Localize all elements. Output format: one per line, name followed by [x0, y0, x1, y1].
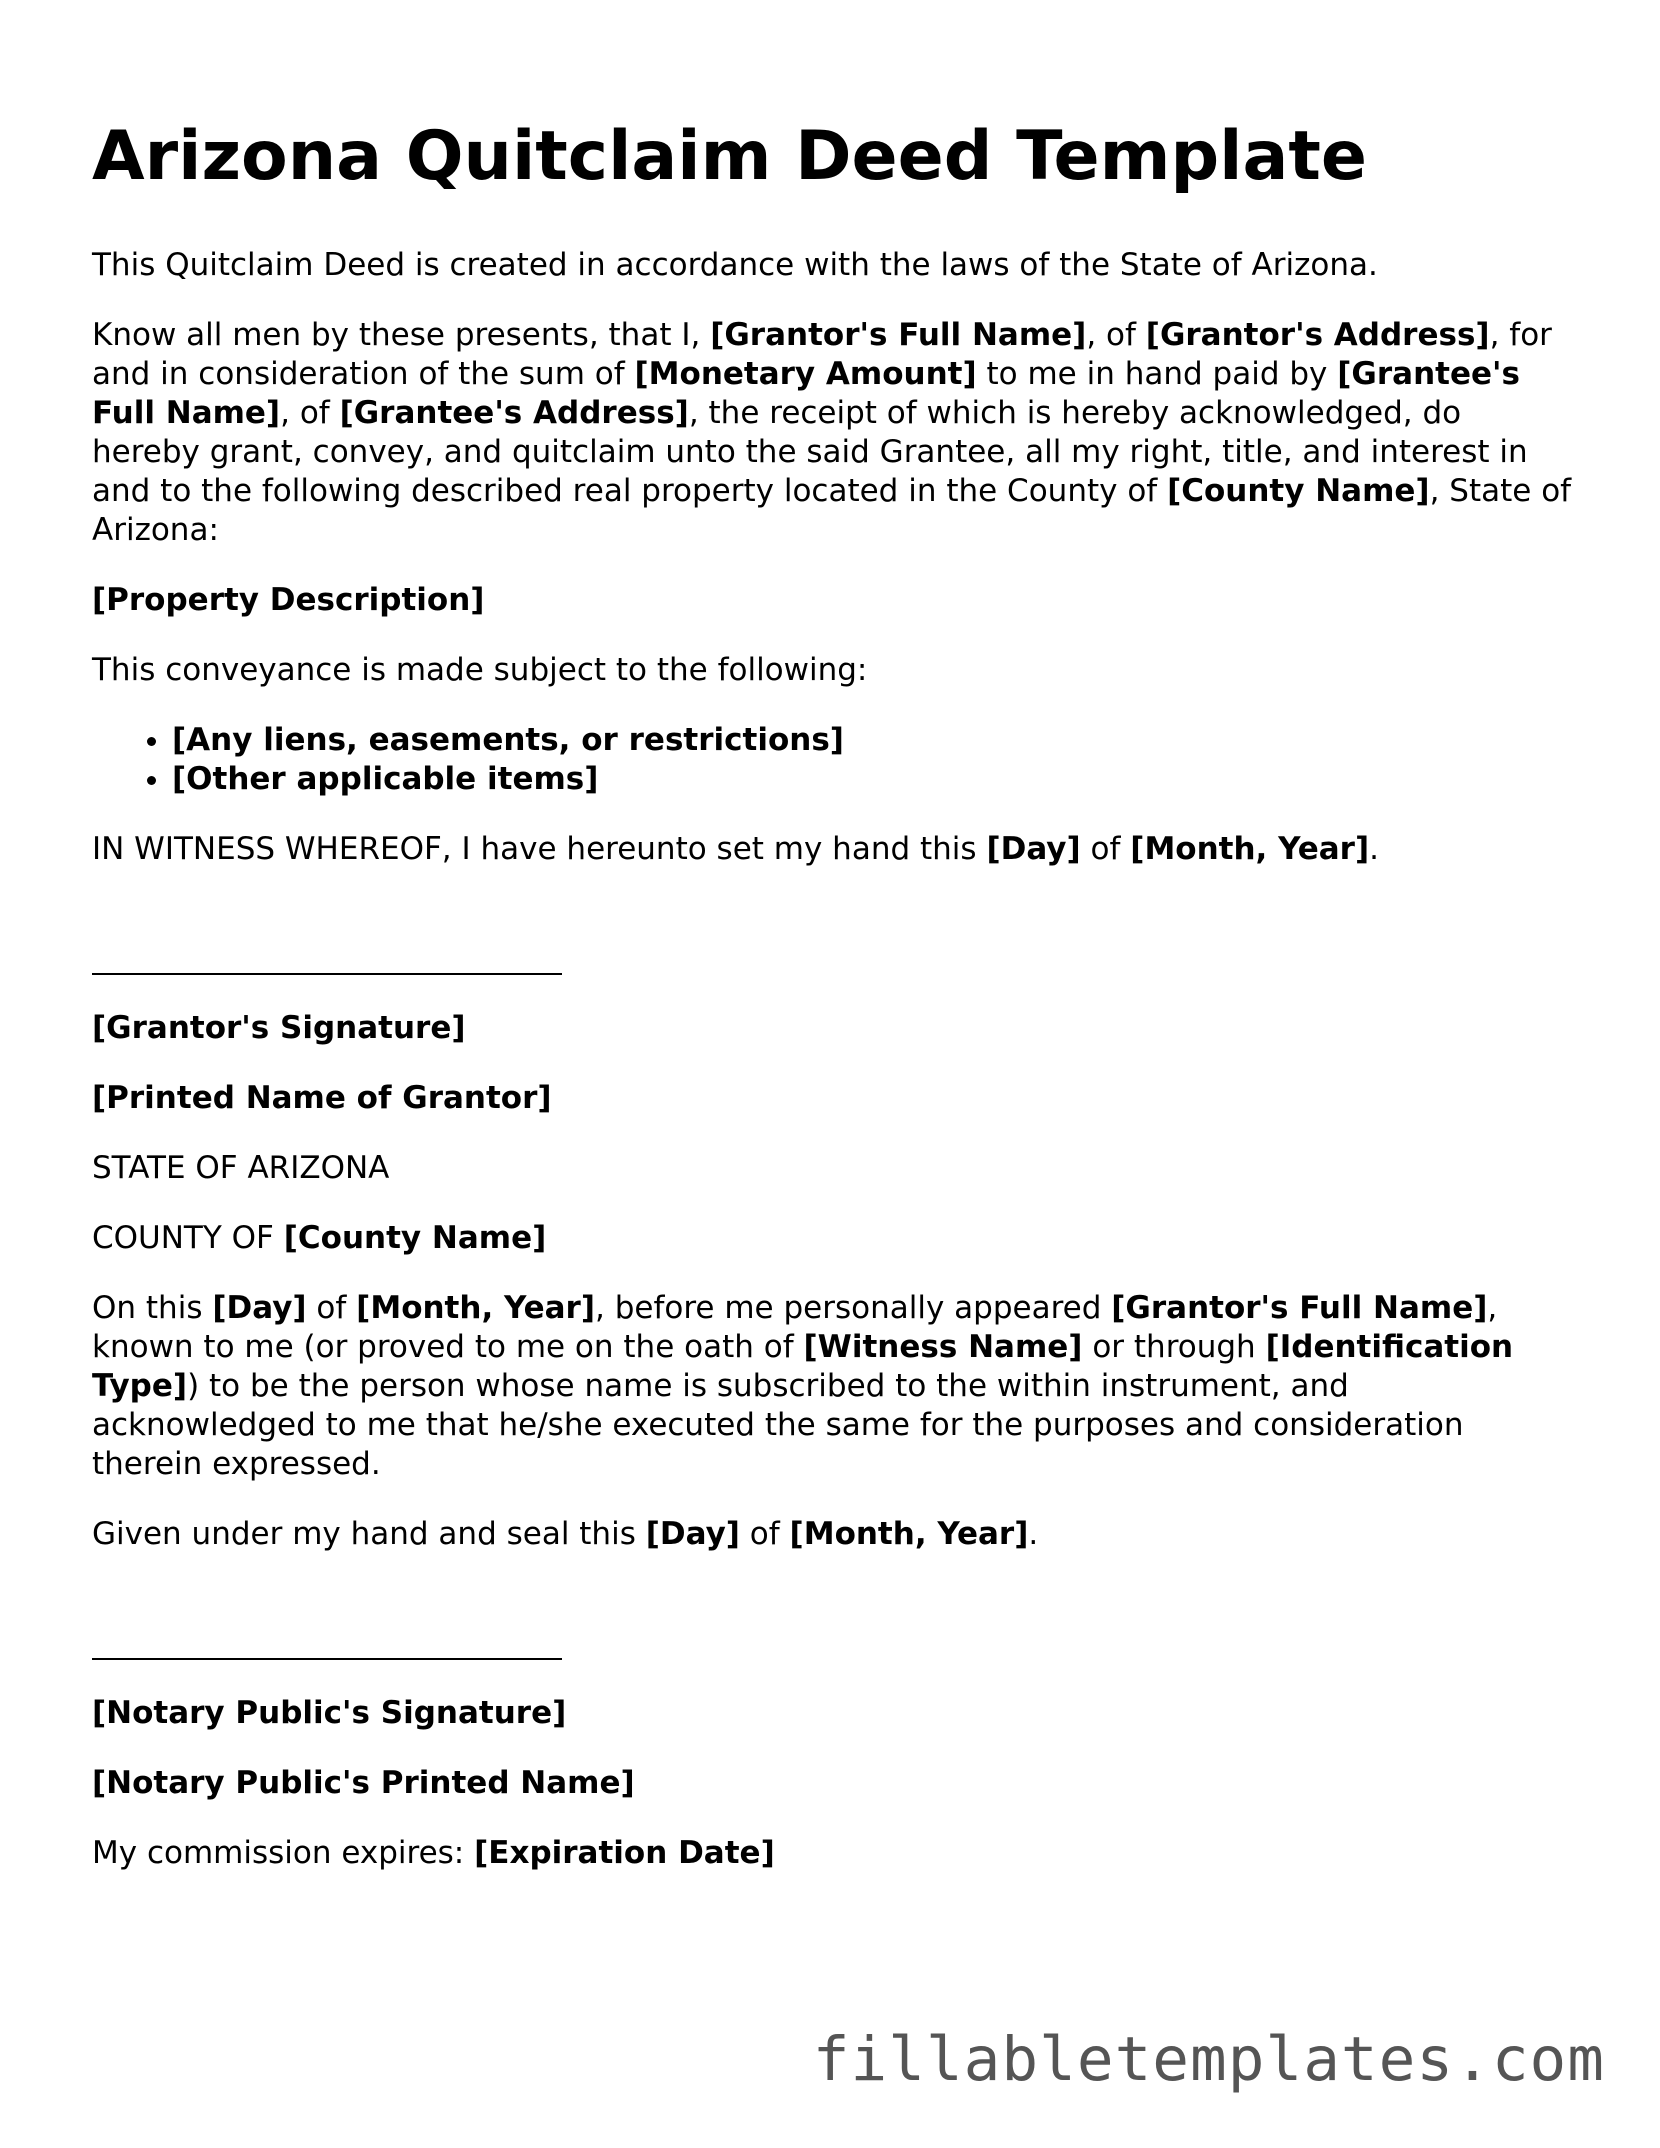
notary-printed-name-text: [Notary Public's Printed Name] — [92, 1765, 635, 1801]
county-line-name-field: [County Name] — [283, 1220, 547, 1256]
grantor-signature-line — [92, 939, 1572, 978]
grantor-printed-name-text: [Printed Name of Grantor] — [92, 1080, 552, 1116]
witness-text-1: IN WITNESS WHEREOF, I have hereunto set my hand this — [92, 831, 987, 867]
ack-text-4: , known to me (or proved to me on the oath of — [92, 1290, 1498, 1365]
conveyance-text-5: , of — [280, 395, 340, 431]
intro-paragraph: This Quitclaim Deed is created in accordance with the laws of the State of Arizona. — [92, 247, 1378, 283]
ack-text-6: ) to be the person whose name is subscribed to the within instrument, and acknowledged to me that he/she executed the same for the purposes and consideration therein expressed. — [92, 1368, 1464, 1482]
conveyance-text-4: to me in hand paid by — [976, 356, 1338, 392]
grantee-name-field: [Grantee's Full Name] — [92, 356, 1520, 431]
grantor-printed-name-label — [92, 1079, 1572, 1118]
notary-signature-spacer — [92, 1585, 1572, 1624]
commission-line — [92, 1834, 1572, 1873]
ack-text-5: or through — [1082, 1329, 1266, 1365]
grantee-address-field: [Grantee's Address] — [339, 395, 689, 431]
conveyance-text-3: , for and in consideration of the sum of — [92, 317, 1552, 392]
list-item — [172, 721, 1572, 760]
ack-id-type-field: [Identification Type] — [92, 1329, 1514, 1404]
ack-text-1: On this — [92, 1290, 213, 1326]
grantor-address-field: [Grantor's Address] — [1145, 317, 1490, 353]
witness-text-3: . — [1369, 831, 1379, 867]
notary-signature-label — [92, 1694, 1572, 1733]
county-label: COUNTY OF — [92, 1220, 284, 1256]
ack-text-3: , before me personally appeared — [595, 1290, 1112, 1326]
conveyance-text-7: , State of Arizona: — [92, 473, 1572, 548]
ack-day-field: [Day] — [212, 1290, 307, 1326]
ack-witness-name-field: [Witness Name] — [803, 1329, 1083, 1365]
state-line: STATE OF ARIZONA — [92, 1150, 390, 1186]
grantor-signature-label — [92, 1009, 1572, 1048]
grantor-name-field: [Grantor's Full Name] — [710, 317, 1087, 353]
subject-to-paragraph: This conveyance is made subject to the following: — [92, 652, 868, 688]
ack-text-2: of — [306, 1290, 357, 1326]
list-item — [172, 760, 1572, 799]
witness-month-year-field: [Month, Year] — [1130, 831, 1370, 867]
county-line — [92, 1219, 1572, 1258]
county-name-field: [County Name] — [1167, 473, 1430, 509]
grantor-signature-text: [Grantor's Signature] — [92, 1010, 466, 1046]
seal-text-2: of — [739, 1516, 790, 1552]
signature-rule — [92, 1658, 562, 1660]
expiration-date-field: [Expiration Date] — [474, 1835, 775, 1871]
conveyance-text-2: , of — [1086, 317, 1146, 353]
document-page — [92, 115, 1572, 1904]
property-description-field — [92, 581, 1572, 620]
property-description-text: [Property Description] — [92, 582, 485, 618]
commission-label: My commission expires: — [92, 1835, 475, 1871]
notary-signature-line — [92, 1624, 1572, 1663]
document-title: Arizona Quitclaim Deed Template — [92, 117, 1367, 196]
ack-month-year-field: [Month, Year] — [356, 1290, 596, 1326]
seal-text-1: Given under my hand and seal this — [92, 1516, 646, 1552]
ack-grantor-name-field: [Grantor's Full Name] — [1111, 1290, 1488, 1326]
watermark: fillabletemplates.com — [812, 2024, 1605, 2095]
subject-item-liens: [Any liens, easements, or restrictions] — [172, 722, 844, 758]
witness-paragraph — [92, 830, 1572, 869]
signature-rule — [92, 973, 562, 975]
conveyance-text-1: Know all men by these presents, that I, — [92, 317, 711, 353]
subject-item-other: [Other applicable items] — [172, 761, 599, 797]
seal-month-year-field: [Month, Year] — [789, 1516, 1029, 1552]
acknowledgment-paragraph — [92, 1289, 1572, 1484]
notary-signature-text: [Notary Public's Signature] — [92, 1695, 567, 1731]
seal-day-field: [Day] — [645, 1516, 740, 1552]
conveyance-text-6: , the receipt of which is hereby acknowledged, do hereby grant, convey, and quitclaim unto the said Grantee, all my right, title, and interest in and to the following described real property located in the County of — [92, 395, 1528, 509]
seal-text-3: . — [1028, 1516, 1039, 1552]
seal-paragraph — [92, 1515, 1572, 1554]
notary-printed-name-label — [92, 1764, 1572, 1803]
witness-day-field: [Day] — [986, 831, 1081, 867]
conveyance-paragraph — [92, 316, 1572, 550]
subject-items-list — [92, 721, 1572, 799]
signature-spacer — [92, 900, 1572, 939]
monetary-amount-field: [Monetary Amount] — [634, 356, 977, 392]
witness-text-2: of — [1080, 831, 1131, 867]
